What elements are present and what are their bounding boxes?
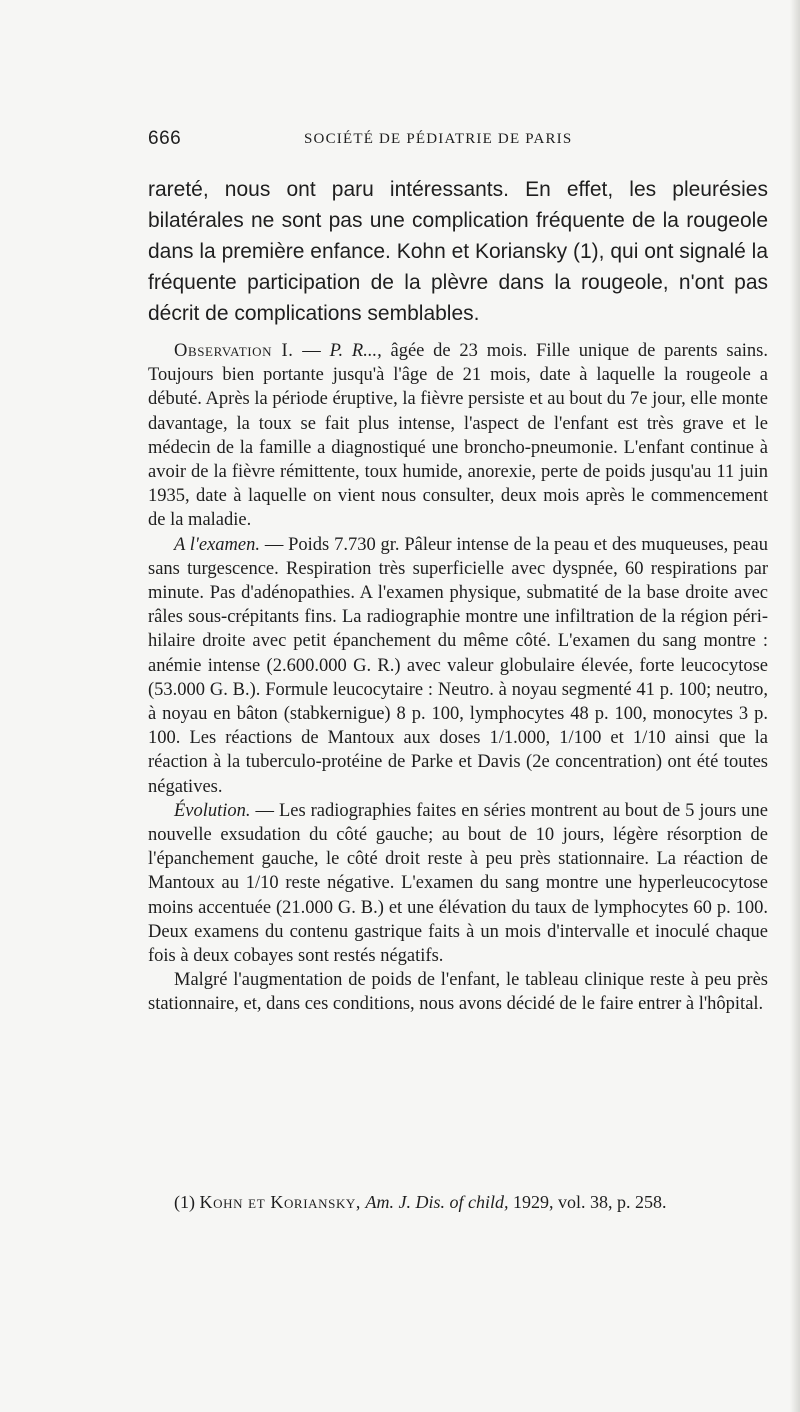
- footnote: [174, 1190, 774, 1214]
- evolution-text: — Les radiographies faites en séries montrent au bout de 5 jours une nouvelle exsudation du côté gauche; au bout de 10 jours, légère résorption de l'épanchement gauche, le côté droit reste à peu près stationnaire. La réaction de Mantoux au 1/10 reste négative. L'examen du sang montre une hyperleucocytose moins accentuée (21.000 G. B.) et une élévation du taux de lymphocytes 60 p. 100. Deux examens du contenu gastrique faits à un mois d'intervalle et inoculé chaque fois à deux cobayes sont restés négatifs.: [148, 800, 768, 967]
- footnote-authors: Kohn et Koriansky,: [199, 1192, 362, 1212]
- running-title: SOCIÉTÉ DE PÉDIATRIE DE PARIS: [304, 131, 573, 147]
- observation-paragraph: [148, 339, 768, 533]
- observation-text: âgée de 23 mois. Fille unique de parents sains. Toujours bien portante jusqu'à l'âge de 21 mois, date à laquelle la rougeole a débuté. Après la période éruptive, la fièvre persiste et au bout du 7e jour, elle monte davantage, la toux se fait plus intense, l'aspect de l'enfant est très grave et le médecin de la famille a diagnostiqué une broncho-pneumonie. L'enfant continue à avoir de la fièvre rémittente, toux humide, anorexie, perte de poids jusqu'au 11 juin 1935, date à laquelle on vient nous consulter, deux mois après le commencement de la maladie.: [148, 341, 768, 531]
- footnote-journal: Am. J. Dis. of child,: [365, 1192, 509, 1212]
- page-number: 666: [148, 128, 182, 149]
- examen-label: A l'examen.: [174, 534, 260, 555]
- footnote-ref: 1929, vol. 38, p. 258.: [508, 1192, 667, 1212]
- evolution-paragraph: [148, 799, 768, 968]
- intro-paragraph: rareté, nous ont paru intéressants. En effet, les pleurésies bilatérales ne sont pas une complication fréquente de la rougeole dans la première enfance. Kohn et Koriansky (1), qui ont signalé la fréquente participation de la plèvre dans la rougeole, n'ont pas décrit de complications semblables.: [148, 178, 768, 325]
- examen-text: — Poids 7.730 gr. Pâleur intense de la peau et des muqueuses, peau sans turgescence. Respiration très superficielle avec dyspnée, 60 respirations par minute. Pas d'adénopathies. A l'examen physique, submatité de la base droite avec râles sous-crépitants fins. La radiographie montre une infiltration de la région péri-hilaire droite avec petit épanchement du même côté. L'examen du sang montre : anémie intense (2.600.000 G. R.) avec valeur globulaire élevée, forte leucocytose (53.000 G. B.). Formule leucocytaire : Neutro. à noyau segmenté 41 p. 100; neutro, à noyau en bâton (stabkernigue) 8 p. 100, lymphocytes 48 p. 100, monocytes 3 p. 100. Les réactions de Mantoux aux doses 1/1.000, 1/100 et 1/10 ainsi que la réaction à la tuberculo-protéine de Parke et Davis (2e concentration) ont été toutes négatives.: [148, 534, 768, 797]
- footnote-mark: (1): [174, 1192, 200, 1212]
- observation-label: Observation I.: [174, 341, 294, 361]
- patient-initials: P. R...,: [329, 341, 382, 361]
- evolution-label: Évolution.: [174, 800, 251, 821]
- page-edge-shadow: [790, 0, 800, 1412]
- body-text: [148, 174, 768, 1017]
- examen-paragraph: [148, 533, 768, 799]
- observation-dash: —: [293, 341, 330, 361]
- conclusion-paragraph: Malgré l'augmentation de poids de l'enfant, le tableau clinique reste à peu près stationnaire, et, dans ces conditions, nous avons décidé de le faire entrer à l'hôpital.: [148, 970, 768, 1015]
